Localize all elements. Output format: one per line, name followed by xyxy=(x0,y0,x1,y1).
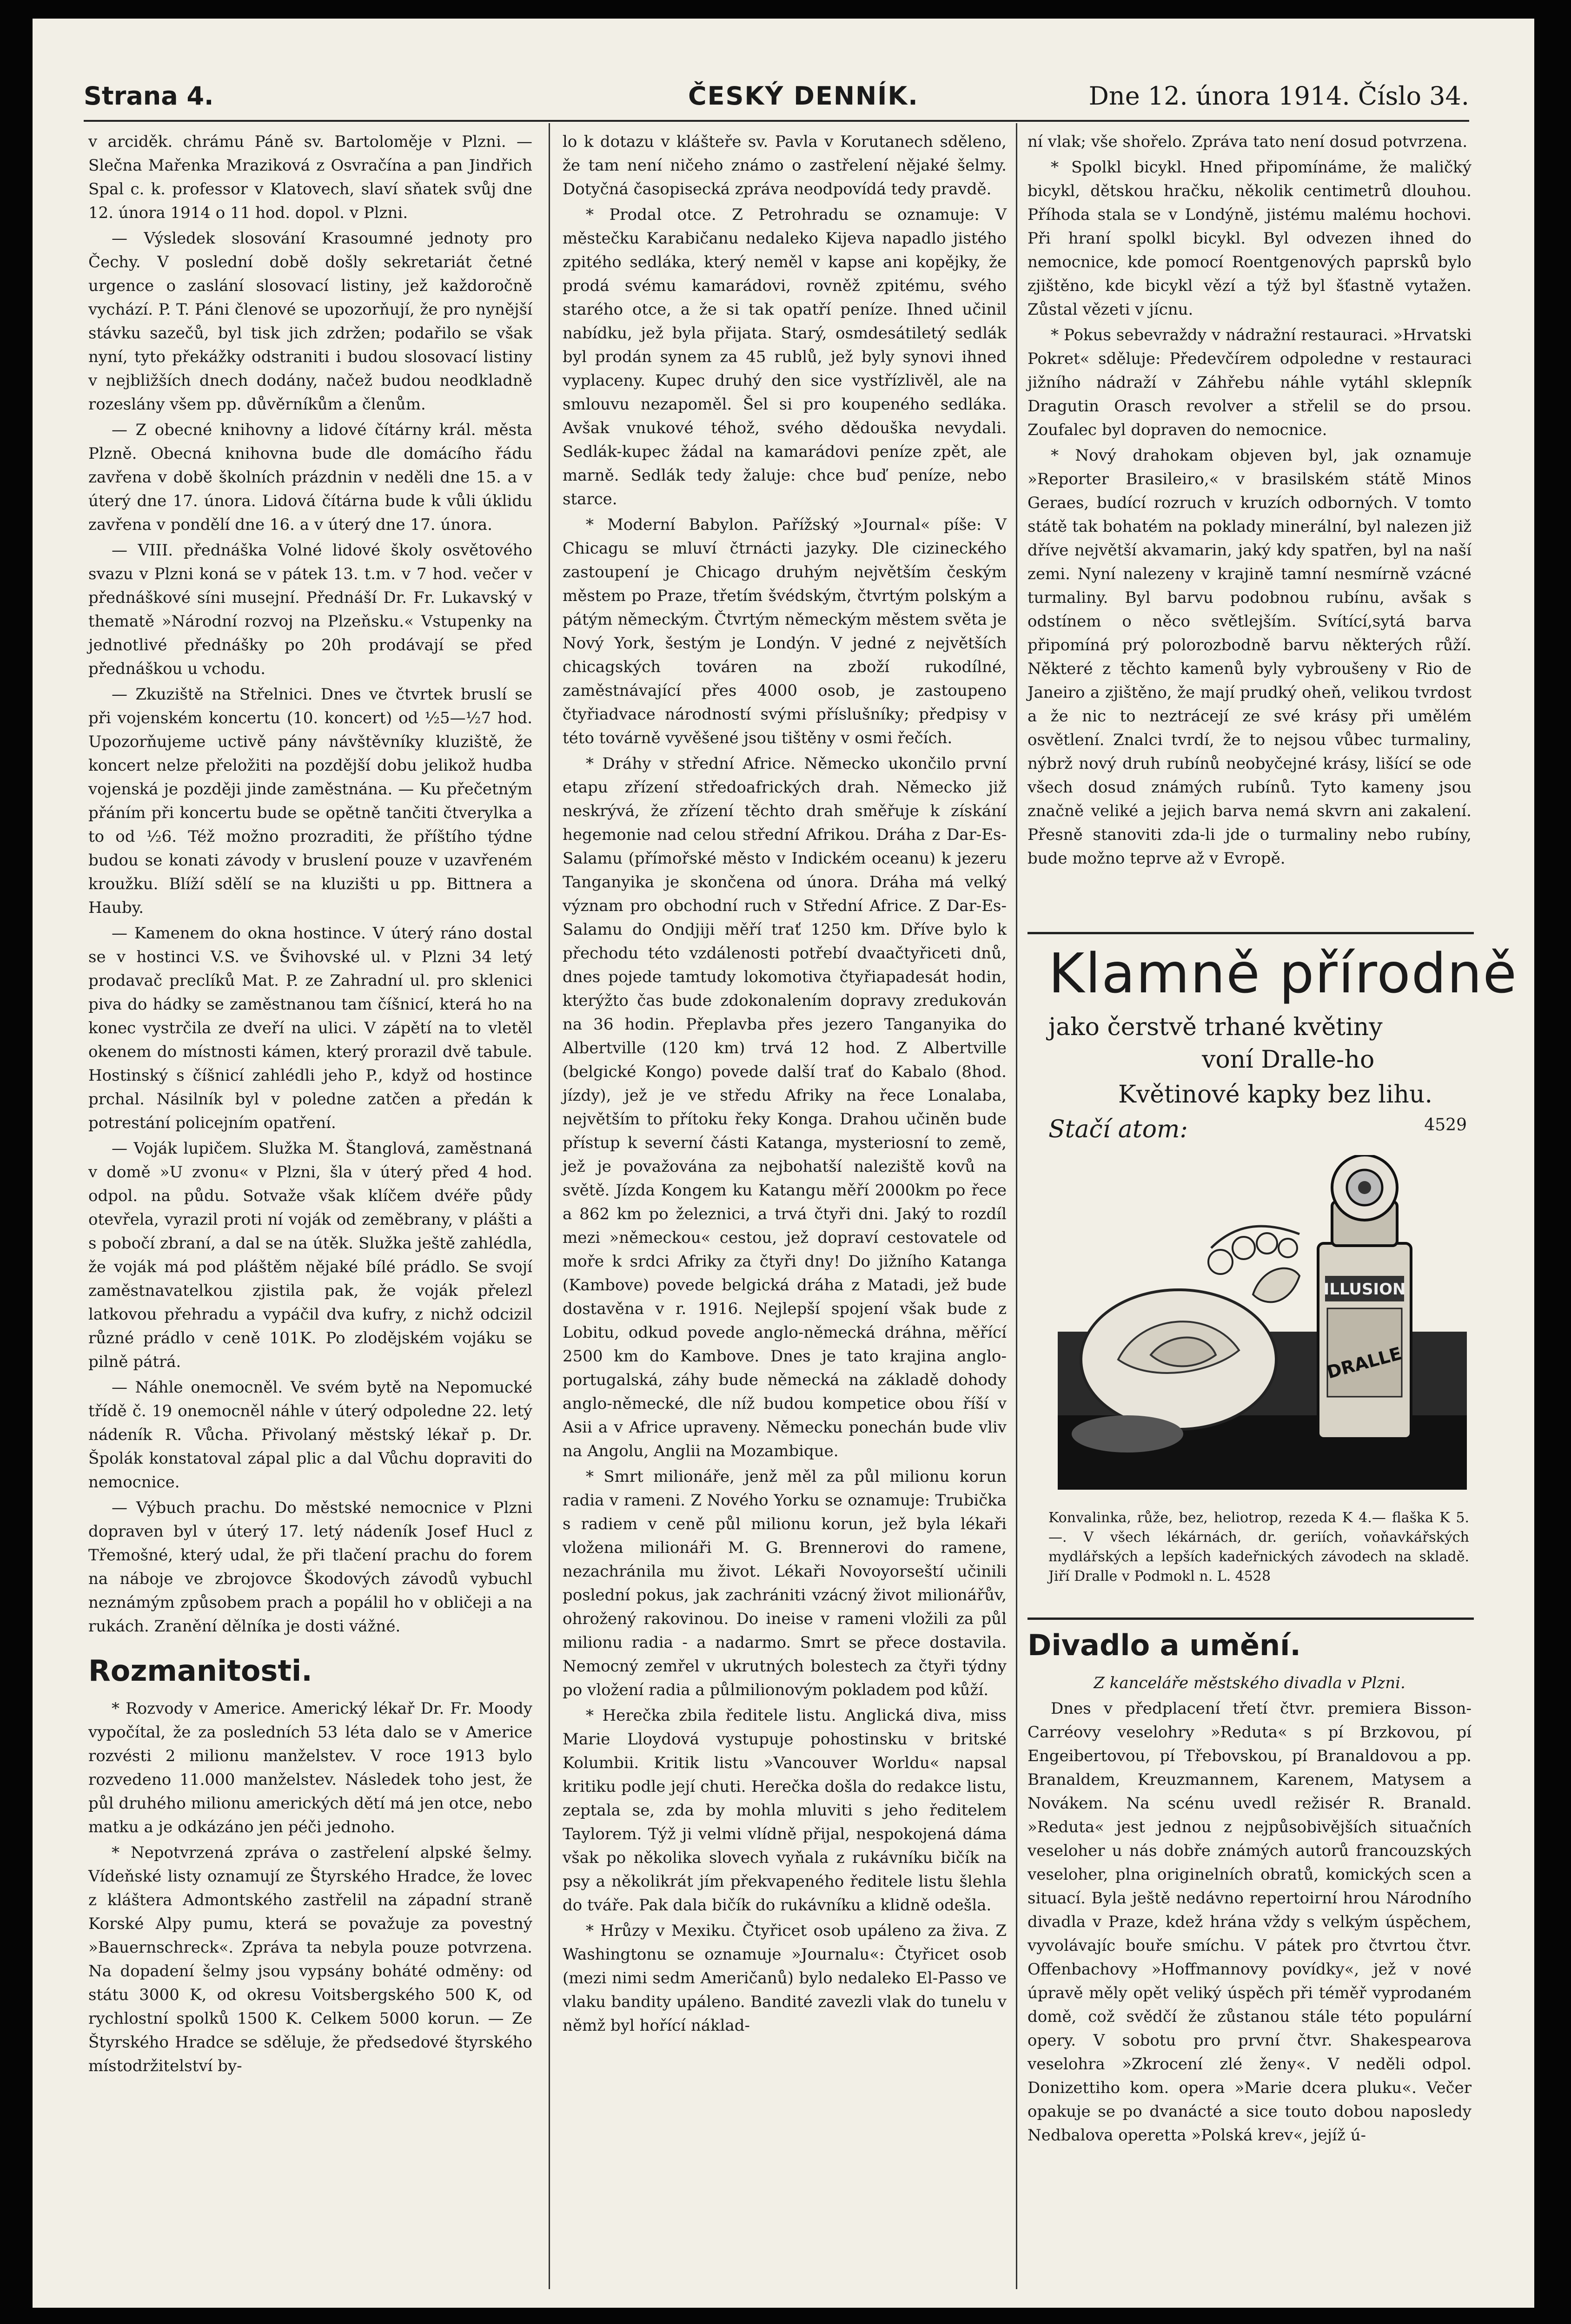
section-heading-rozmanitosti: Rozmanitosti. xyxy=(88,1654,312,1688)
bottle-label-dralle: DRALLE xyxy=(1325,1343,1404,1383)
lily-of-valley-icon xyxy=(1208,1226,1299,1302)
article-babylon: * Moderní Babylon. Pařížský »Journal« píše: V Chicagu se mluví čtrnácti jazyky. Dle cizineckého zastoupení je Chicago druhým největším českým městem po Praze, třetím švédským, čtvrtým polským a pátým německým. Čtvrtým německým městem světa je Nový York, šestým je Londýn. V jedné z největších chicagských továren na zboží rukodílné, zaměstnávající přes 4000 osob, je zastoupeno čtyřiadvace národností svými příslušníky; předpisy v této továrně vyvěšené jsou tištěny v osmi řečích. xyxy=(563,515,1007,747)
article-sebevrazda: * Pokus sebevraždy v nádražní restauraci. »Hrvatski Pokret« sděluje: Předevčírem odpoledne v restauraci jižního nádraží v Záhřebu náhle vytáhl sklepník Dragutin Orasch revolver a střelil se do prsou. Zoufalec byl dopraven do nemocnice. xyxy=(1027,326,1472,439)
article-knihovna: — Z obecné knihovny a lidové čítárny král. města Plzně. Obecná knihovna bude dle domácího řádu zavřena v době školních prázdnin v neděli dne 15. a v úterý dne 17. února. Lidová čítárna bude k vůli úklidu zavřena v pondělí dne 16. a v úterý dne 17. února. xyxy=(88,421,532,534)
article-selma: * Nepotvrzená zpráva o zastřelení alpské šelmy. Vídeňské listy oznamují ze Štyrského Hradce, že lovec z kláštera Admontského zastřelil na západní straně Korské Alpy pumu, která se považuje za povestný »Bauernschreck«. Zpráva ta nebyla pouze potvrzena. Na dopadení šelmy jsou vypsány boháté odměny: od státu 3000 K, od okresu Voitsbergského 500 K, od rychlostní spolků 1500 K. Celkem 5000 korun. — Ze Štyrského Hradce se sděluje, že předsedové štyrského místodržitelství by- xyxy=(88,1843,532,2075)
ad-top-rule xyxy=(1027,932,1474,934)
ad-bottom-rule xyxy=(1027,1618,1474,1620)
article-vybuch: — Výbuch prachu. Do městské nemocnice v Plzni dopraven byl v úterý 17. letý nádeník Josef Hucl z Třemošné, který udal, že při tlačení prachu do forem na náboje ve zbrojovce Škodových závodů vybuchl neznámým způsobem prach a popálil ho v obličeji a na rukách. Zranění dělníka je dosti vážné. xyxy=(88,1499,532,1636)
perfume-illustration xyxy=(1058,1155,1467,1490)
bottle-label-illusion: ILLUSION xyxy=(1323,1280,1406,1299)
ad-line-3: Květinové kapky bez lihu. xyxy=(1118,1081,1432,1109)
column-3-top xyxy=(1027,130,1472,871)
column-1 xyxy=(88,130,532,2078)
article-wedding: v arciděk. chrámu Páně sv. Bartoloměje v Plzni. — Slečna Mařenka Mraziková z Osvračína a pan Jindřich Spal c. k. professor v Klatovech, slaví sňatek svůj dne 12. února 1914 o 11 hod. dopol. v Plzni. xyxy=(88,132,532,222)
dralle-advertisement xyxy=(1048,941,1518,1613)
header-rule xyxy=(84,120,1469,122)
ad-line-2: voní Dralle-ho xyxy=(1202,1046,1375,1074)
article-vojak: — Voják lupičem. Služka M. Štanglová, zaměstnaná v domě »U zvonu« v Plzni, šla v úterý před 4 hod. odpol. na půdu. Sotvaže však klíčem dvéře půdy otevřela, vyrazil proti ní voják od zeměbrany, v plášti a s pobočí zbraní, a dal se na útěk. Služka ještě zahlédla, že voják má pod pláštěm nějaké bílé prádlo. Se svojí zaměstnavatelkou zjistila pak, že voják přelezl latkovou přehradu a vypáčil dva kufry, z nichž odcizil různé prádlo v ceně 101K. Po zlodějském vojáku se pilně pátrá. xyxy=(88,1139,532,1371)
article-herecka: * Herečka zbila ředitele listu. Anglická diva, miss Marie Lloydová vystupuje pohostinsku v britské Kolumbii. Kritik listu »Vancouver Worldu« napsal kritiku podle její chuti. Herečka došla do redakce listu, zeptala se, zda by mohla mluviti s jeho ředitelem Taylorem. Týž ji velmi vlídně přijal, nespokojená dáma však po několika slovech vyňala z rukávníku bičík na psy a několikrát jím překvapeného ředitele listu šlehla do tváře. Pak dala bičík do rukávníku a klidně odešla. xyxy=(563,1706,1007,1915)
article-divadlo: Dnes v předplacení třetí čtvr. premiera Bisson-Carréovy veselohry »Reduta« s pí Brzkovou, pí Engeibertovou, pí Třebovskou, pí Branaldovou a pp. Branaldem, Kreuzmannem, Karenem, Matysem a Novákem. Na scénu uvedl režisér R. Branald. »Reduta« jest jednou z nejpůsobivějších situačních veseloher u nás dobře známých autorů francouzských veseloher, plna originelních obratů, komických scen a situací. Byla ještě nedávno repertoirní hrou Národního divadla v Praze, kdež hrána vždy s velkým úspěchem, vyvolávajíc bouře smíchu. V pátek pro čtvrtou čtvr. Offenbachovy »Hoffmannovy povídky«, jež v nové úpravě měly opět veliký úspěch při téměř vyprodaném domě, což svědčí že zůstanou stále této populární opery. V sobotu pro první čtvr. Shakespearova veselohra »Zkrocení zlé ženy«. V neděli odpol. Donizettiho kom. opera »Marie dcera pluku«. Večer opakuje se po dvanácté a sice touto dobou naposledy Nedbalova operetta »Polská krev«, jejíž ú- xyxy=(1027,1699,1472,2145)
theatre-subheading: Z kanceláře městského divadla v Plzni. xyxy=(1094,1674,1405,1692)
section-heading-divadlo: Divadlo a umění. xyxy=(1027,1628,1301,1662)
column-divider-2 xyxy=(1016,123,1017,2289)
article-onemocnel: — Náhle onemocněl. Ve svém bytě na Nepomucké třídě č. 19 onemocněl náhle v úterý odpoledne 22. letý nádeník R. Vůcha. Přivolaný městský lékař p. Dr. Špolák konstatoval zápal plic a dal Vůchu dopraviti do nemocnice. xyxy=(88,1378,532,1492)
page-number: Strana 4. xyxy=(84,81,214,111)
article-mexiko: * Hrůzy v Mexiku. Čtyřicet osob upáleno za živa. Z Washingtonu se oznamuje »Journalu«: Čtyřicet osob (mezi nimi sedm Američanů) bylo nedaleko El-Passo ve vlaku bandity upáleno. Bandité zavezli vlak do tunelu v němž byl hořící náklad- xyxy=(563,1921,1007,2035)
page-header xyxy=(84,74,1469,119)
article-selma-cont: lo k dotazu v klášteře sv. Pavla v Korutanech sděleno, že tam není ničeho známo o zastřelení nějaké šelmy. Dotyčná časopisecká zpráva neodpovídá tedy pravdě. xyxy=(563,132,1007,198)
article-drahokam: * Nový drahokam objeven byl, jak oznamuje »Reporter Brasileiro,« v brasilském státě Minos Geraes, budící rozruch v kruzích odborných. V tomto státě tak bohatém na poklady minerální, byl nalezen již dříve největší akvamarin, jaký kdy spatřen, byl na naší zemi. Nyní nalezeny v krajině tamní nesmírně vzácné turmaliny. Byl barvu podobnou rubínu, avšak s odstínem o něco světlejším. Svítící,sytá barva připomíná prý polorozbodně barvu některých růží. Některé z těchto kamenů byly vybroušeny v Rio de Janeiro a zjištěno, že mají prudký oheň, velikou tvrdost a že nic to neztrácejí ze své krásy při umělém osvětlení. Znalci tvrdí, že to nejsou vůbec turmaliny, nýbrž nový druh rubínů neobyčejné krásy, lišící se ode všech dosud známých rubínů. Tyto kameny jsou značně veliké a jejich barva nemá skvrn ani zakalení. Přesně stanoviti zda-li jde o turmaliny nebo rubíny, bude možno teprve až v Evropě. xyxy=(1027,446,1472,868)
article-milionar: * Smrt milionáře, jenž měl za půl milionu korun radia v rameni. Z Nového Yorku se oznamuje: Trubička s radiem v ceně půl milionu korun, jež byla lékaři vložena milionáři M. G. Brennerovi do ramene, nezachránila mu život. Lékaři Novoyorseští učinili poslední pokus, jak zachrániti vzácný život milionářův, ohrožený rakovinou. Do ineise v rameni vložili za půl milionu radia - a nadarmo. Smrt se přece dostavila. Nemocný zemřel v ukrutných bolestech za čtyři týdny po vložení radia a půlmilionovým pokladem pod kůží. xyxy=(563,1467,1007,1699)
article-prednaska: — VIII. přednáška Volné lidové školy osvětového svazu v Plzni koná se v pátek 13. t.m. v 7 hod. večer v přednáškové síni musejní. Přednáší Dr. Fr. Lukavský v thematě »Národní rozvoj na Plzeňsku.« Vstupenky na jednotlivé přednášky po 20h prodávají se před přednáškou u vchodu. xyxy=(88,541,532,678)
article-rozvody: * Rozvody v Americe. Americký lékař Dr. Fr. Moody vypočítal, že za posledních 53 léta dalo se v Americe rozvésti 2 milionu manželstev. V roce 1913 bylo rozvedeno 11.000 manželstev. Následek toho jest, že půl druhého milionu amerických dětí má jen otce, nebo matku a je odkázáno jen péči jednoho. xyxy=(88,1699,532,1836)
newspaper-page xyxy=(33,19,1534,2308)
ad-line-1: jako čerstvě trhané květiny xyxy=(1048,1013,1383,1041)
column-3-bottom xyxy=(1027,1627,1472,2147)
article-krasoumna: — Výsledek slosování Krasoumné jednoty pro Čechy. V poslední době došly sekretariát četné urgence o zaslání slosovací listiny, jež každoročně vychází. P. T. Páni členové se upozorňují, že pro nynější stávku sazečů, byl tisk jich zdržen; podařilo se však nyní, tyto překážky odstraniti i budou slosovací listiny v nejbližších dnech dodány, načež budou neodkladně rozeslány všem pp. důvěrníkům a členům. xyxy=(88,229,532,414)
article-mexiko-cont: ní vlak; vše shořelo. Zpráva tato není dosud potvrzena. xyxy=(1027,132,1468,151)
ad-line-4: Stačí atom: xyxy=(1048,1116,1188,1143)
ad-headline: Klamně přírodně xyxy=(1048,941,1518,1005)
article-kluziste: — Zkuziště na Střelnici. Dnes ve čtvrtek bruslí se při vojenském koncertu (10. koncert) od ½5—½7 hod. Upozorňujeme uctivě pány návštěvníky kluziště, že koncert nelze přeložiti na pozdější dobu jelikož hudba vojenská je později jinde zaměstnána. — Ku přečetným přáním při koncertu bude se opětně tančiti čtverylka a to od ½6. Též možno prozraditi, že příštího týdne budou se konati závody v bruslení pouze v uzavřeném kroužku. Blíží sdělí se na kluzišti u pp. Bittnera a Hauby. xyxy=(88,685,532,917)
column-2 xyxy=(563,130,1007,2038)
article-kamenem: — Kamenem do okna hostince. V úterý ráno dostal se v hostinci V.S. ve Švihovské ul. v Plzni 34 letý prodavač preclíků Mat. P. ze Zahradní ul. pro sklenici piva do hádky se zaměstnanou tam číšnicí, která ho na konec vystrčila ze dveří na ulici. V zápětí na to vletěl okenem do místnosti kámen, který prorazil dvě tabule. Hostinský s číšnicí zahlédli jeho P., když od hostince prchal. Násilník byl v poledne zatčen a předán k potrestání policejním opatření. xyxy=(88,924,532,1132)
ad-caption: Konvalinka, růže, bez, heliotrop, rezeda K 4.— flaška K 5.—. V všech lékárnách, dr. geriích, voňavkářských mydlářských a lepších kadeřnických závodech na skladě. Jiří Dralle v Podmokl n. L. 4528 xyxy=(1048,1510,1469,1585)
column-divider-1 xyxy=(549,123,550,2289)
masthead-title: ČESKÝ DENNÍK. xyxy=(688,81,919,111)
issue-date: Dne 12. února 1914. Číslo 34. xyxy=(1088,81,1469,111)
perfume-bottle-icon xyxy=(1318,1155,1411,1439)
article-drahy-afrika: * Dráhy v střední Africe. Německo ukončilo první etapu zřízení středoafrických drah. Německo již neskrývá, že zřízení těchto drah směřuje k získání hegemonie nad celou střední Afrikou. Dráha z Dar-Es-Salamu (přímořské město v Indickém oceanu) k jezeru Tanganyika je skončena od února. Dráha má velký význam pro obchodní ruch v Střední Africe. Z Dar-Es-Salamu do Ondjiji měří trať 1250 km. Dříve bylo k přechodu této vzdálenosti potřebí dvaačtyřiceti dnů, dnes pojede tamtudy lokomotiva čtyřiapadesát hodin, kterýžto čas bude zdokonalením dopravy zredukován na 36 hodin. Přeplavba přes jezero Tanganyika do Albertville (120 km) trvá 12 hod. Z Albertville (belgické Kongo) povede další trať do Kabalo (8hod. jízdy), jež je ve středu Afriky na řece Lonalaba, největším to přítoku řeky Konga. Drahou učiněn bude přístup k severní části Katanga, mysteriosní to země, jež je považována za nejbohatší naleziště kovů na světě. Jízda Kongem ku Katangu měří 2000km po řece a 862 km po železnici, a trvá čtyři dni. Jaký to rozdíl mezi »německou« cestou, jež dopraví cestovatele od moře k srdci Afriky za čtyři dny! Do jižního Katanga (Kambove) povede belgická dráha z Matadi, jež bude dostavěna v r. 1916. Nejlepší spojení však bude z Lobitu, odkud povede anglo-německá dráhna, měřící 2500 km do Kambove. Dnes je tato krajina anglo-portugalská, záhy bude německá na základě dohody anglo-německé, dle níž budou kompetice obou říší v Asii a v Africe upraveny. Německu ponechán bude vliv na Angolu, Anglii na Mozambique. xyxy=(563,754,1007,1460)
ad-reference-number: 4529 xyxy=(1424,1116,1467,1135)
article-bicykl: * Spolkl bicykl. Hned připomínáme, že maličký bicykl, dětskou hračku, několik centimetrů dlouhou. Příhoda stala se v Londýně, jistému malému hochovi. Při hraní spolkl bicykl. Byl odvezen ihned do nemocnice, kde pomocí Roentgenových paprsků bylo zjištěno, kde bicykl vězí a týž byl šťastně vytažen. Zůstal vězeti v jícnu. xyxy=(1027,158,1472,319)
article-prodal-otce: * Prodal otce. Z Petrohradu se oznamuje: V městečku Karabičanu nedaleko Kijeva napadlo jistého zpitého sedláka, který neměl v kapse ani kopějky, že prodá svému kamarádovi, rovněž zpitému, svého starého otce, a že si tak opatří peníze. Ihned učinil nabídku, jež byla přijata. Starý, osmdesátiletý sedlák byl prodán synem za 45 rublů, jež byly synovi ihned vyplaceny. Kupec druhý den sice vystřízlivěl, ale na smlouvu nezapoměl. Šel si pro koupeného sedláka. Avšak vnukové téhož, svého dědouška nevydali. Sedlák-kupec žádal na kamarádovi peníze zpět, ale marně. Sedlák tedy žaluje: chce buď peníze, nebo starce. xyxy=(563,205,1007,508)
